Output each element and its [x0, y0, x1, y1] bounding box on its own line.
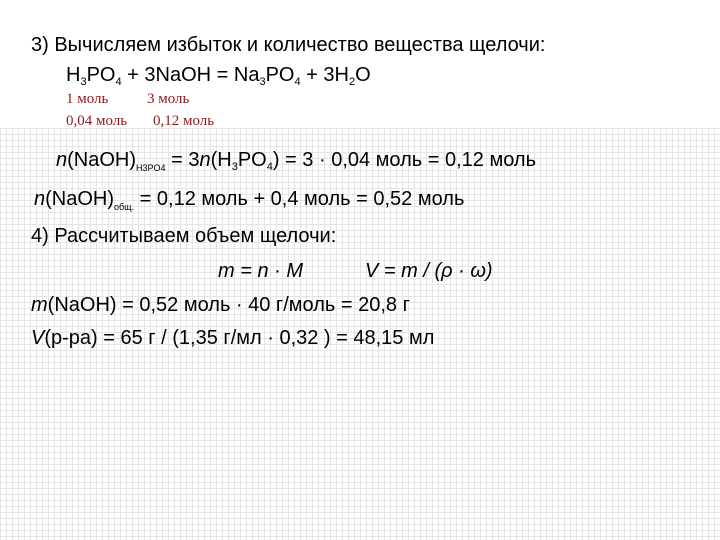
mol-label-1: 1 моль	[66, 91, 109, 107]
calc-solution-volume: V(р-ра) = 65 г / (1,35 г/мл · 0,32 ) = 48,15 мл	[31, 327, 435, 349]
mol-label-2: 3 моль	[147, 91, 190, 107]
reaction-equation: $H_3PO_4$ + 3NaOH = $Na_3PO_4 + 3H_2O$	[66, 64, 371, 88]
calc-naoh-total: $n(NaOH)_{общ.} = 0,12$ моль + 0,4 моль = 0,52 моль	[34, 188, 465, 212]
step4-title: 4) Рассчитываем объем щелочи:	[31, 225, 337, 247]
mol-value-2: 0,12 моль	[153, 113, 215, 129]
calc-naoh-required: $n(NaOH)_{H3PO4} = 3n(H_3PO_4) = 3 \cdot 0,04$ моль = 0,12 моль	[56, 149, 536, 173]
mol-value-1: 0,04 моль	[66, 113, 128, 129]
formula-volume: V = m / (ρ · ω)	[365, 260, 493, 282]
step3-title: 3) Вычисляем избыток и количество вещества щелочи:	[31, 34, 546, 56]
calc-naoh-mass: m(NaOH) = 0,52 моль · 40 г/моль = 20,8 г	[31, 294, 410, 316]
formula-mass: m = n · M	[218, 260, 304, 282]
